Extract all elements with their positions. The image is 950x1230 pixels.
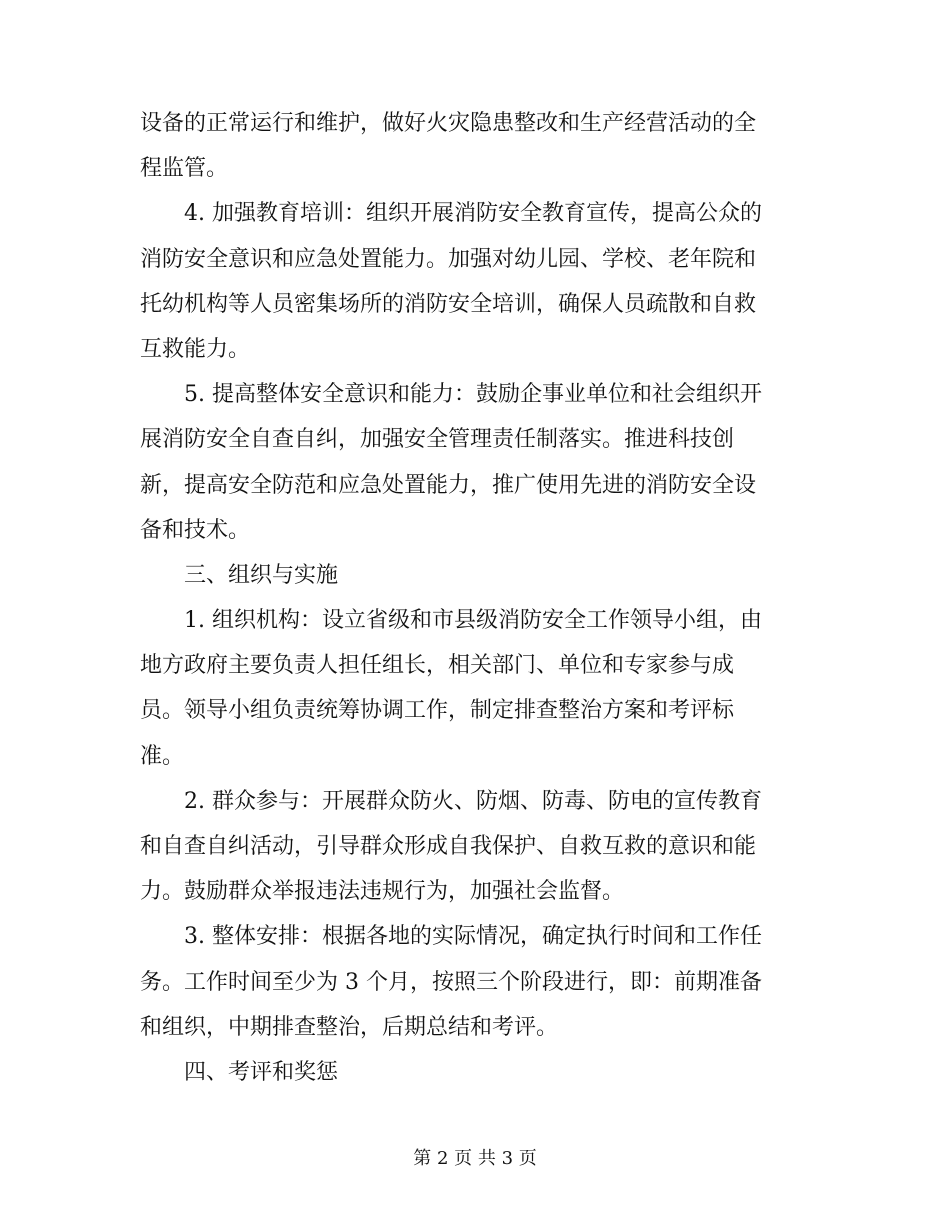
section-heading: 四、考评和奖惩 [184, 1059, 339, 1085]
text-line: 1. 组织机构：设立省级和市县级消防安全工作领导小组，由 [184, 608, 762, 634]
page-number-footer: 第 2 页 共 3 页 [413, 1148, 537, 1169]
text-line: 和组织，中期排查整治，后期总结和考评。 [140, 1014, 559, 1040]
text-line: 4. 加强教育培训：组织开展消防安全教育宣传，提高公众的 [184, 201, 762, 227]
text-line: 2. 群众参与：开展群众防火、防烟、防毒、防电的宣传教育 [184, 788, 762, 814]
text-line: 务。工作时间至少为 3 个月，按照三个阶段进行，即：前期准备 [140, 969, 762, 995]
text-line: 备和技术。 [140, 517, 251, 543]
text-line: 展消防安全自查自纠，加强安全管理责任制落实。推进科技创 [140, 427, 735, 453]
text-line: 准。 [140, 743, 185, 769]
section-heading: 三、组织与实施 [184, 562, 339, 588]
text-line: 和自查自纠活动，引导群众形成自我保护、自救互救的意识和能 [140, 834, 757, 859]
text-line: 3. 整体安排：根据各地的实际情况，确定执行时间和工作任 [184, 924, 762, 950]
text-line: 互救能力。 [140, 336, 251, 362]
text-line: 程监管。 [140, 156, 229, 182]
text-line: 力。鼓励群众举报违法违规行为，加强社会监督。 [140, 879, 625, 905]
text-line: 消防安全意识和应急处置能力。加强对幼儿园、学校、老年院和 [140, 246, 757, 272]
text-line: 托幼机构等人员密集场所的消防安全培训，确保人员疏散和自救 [140, 291, 757, 317]
text-line: 5. 提高整体安全意识和能力：鼓励企事业单位和社会组织开 [184, 382, 762, 408]
body-text [140, 101, 810, 1095]
text-line: 设备的正常运行和维护，做好火灾隐患整改和生产经营活动的全 [140, 111, 757, 136]
text-line: 地方政府主要负责人担任组长，相关部门、单位和专家参与成 [140, 653, 735, 679]
text-line: 新，提高安全防范和应急处置能力，推广使用先进的消防安全设 [140, 472, 757, 498]
text-line: 员。领导小组负责统筹协调工作，制定排查整治方案和考评标 [140, 698, 735, 724]
